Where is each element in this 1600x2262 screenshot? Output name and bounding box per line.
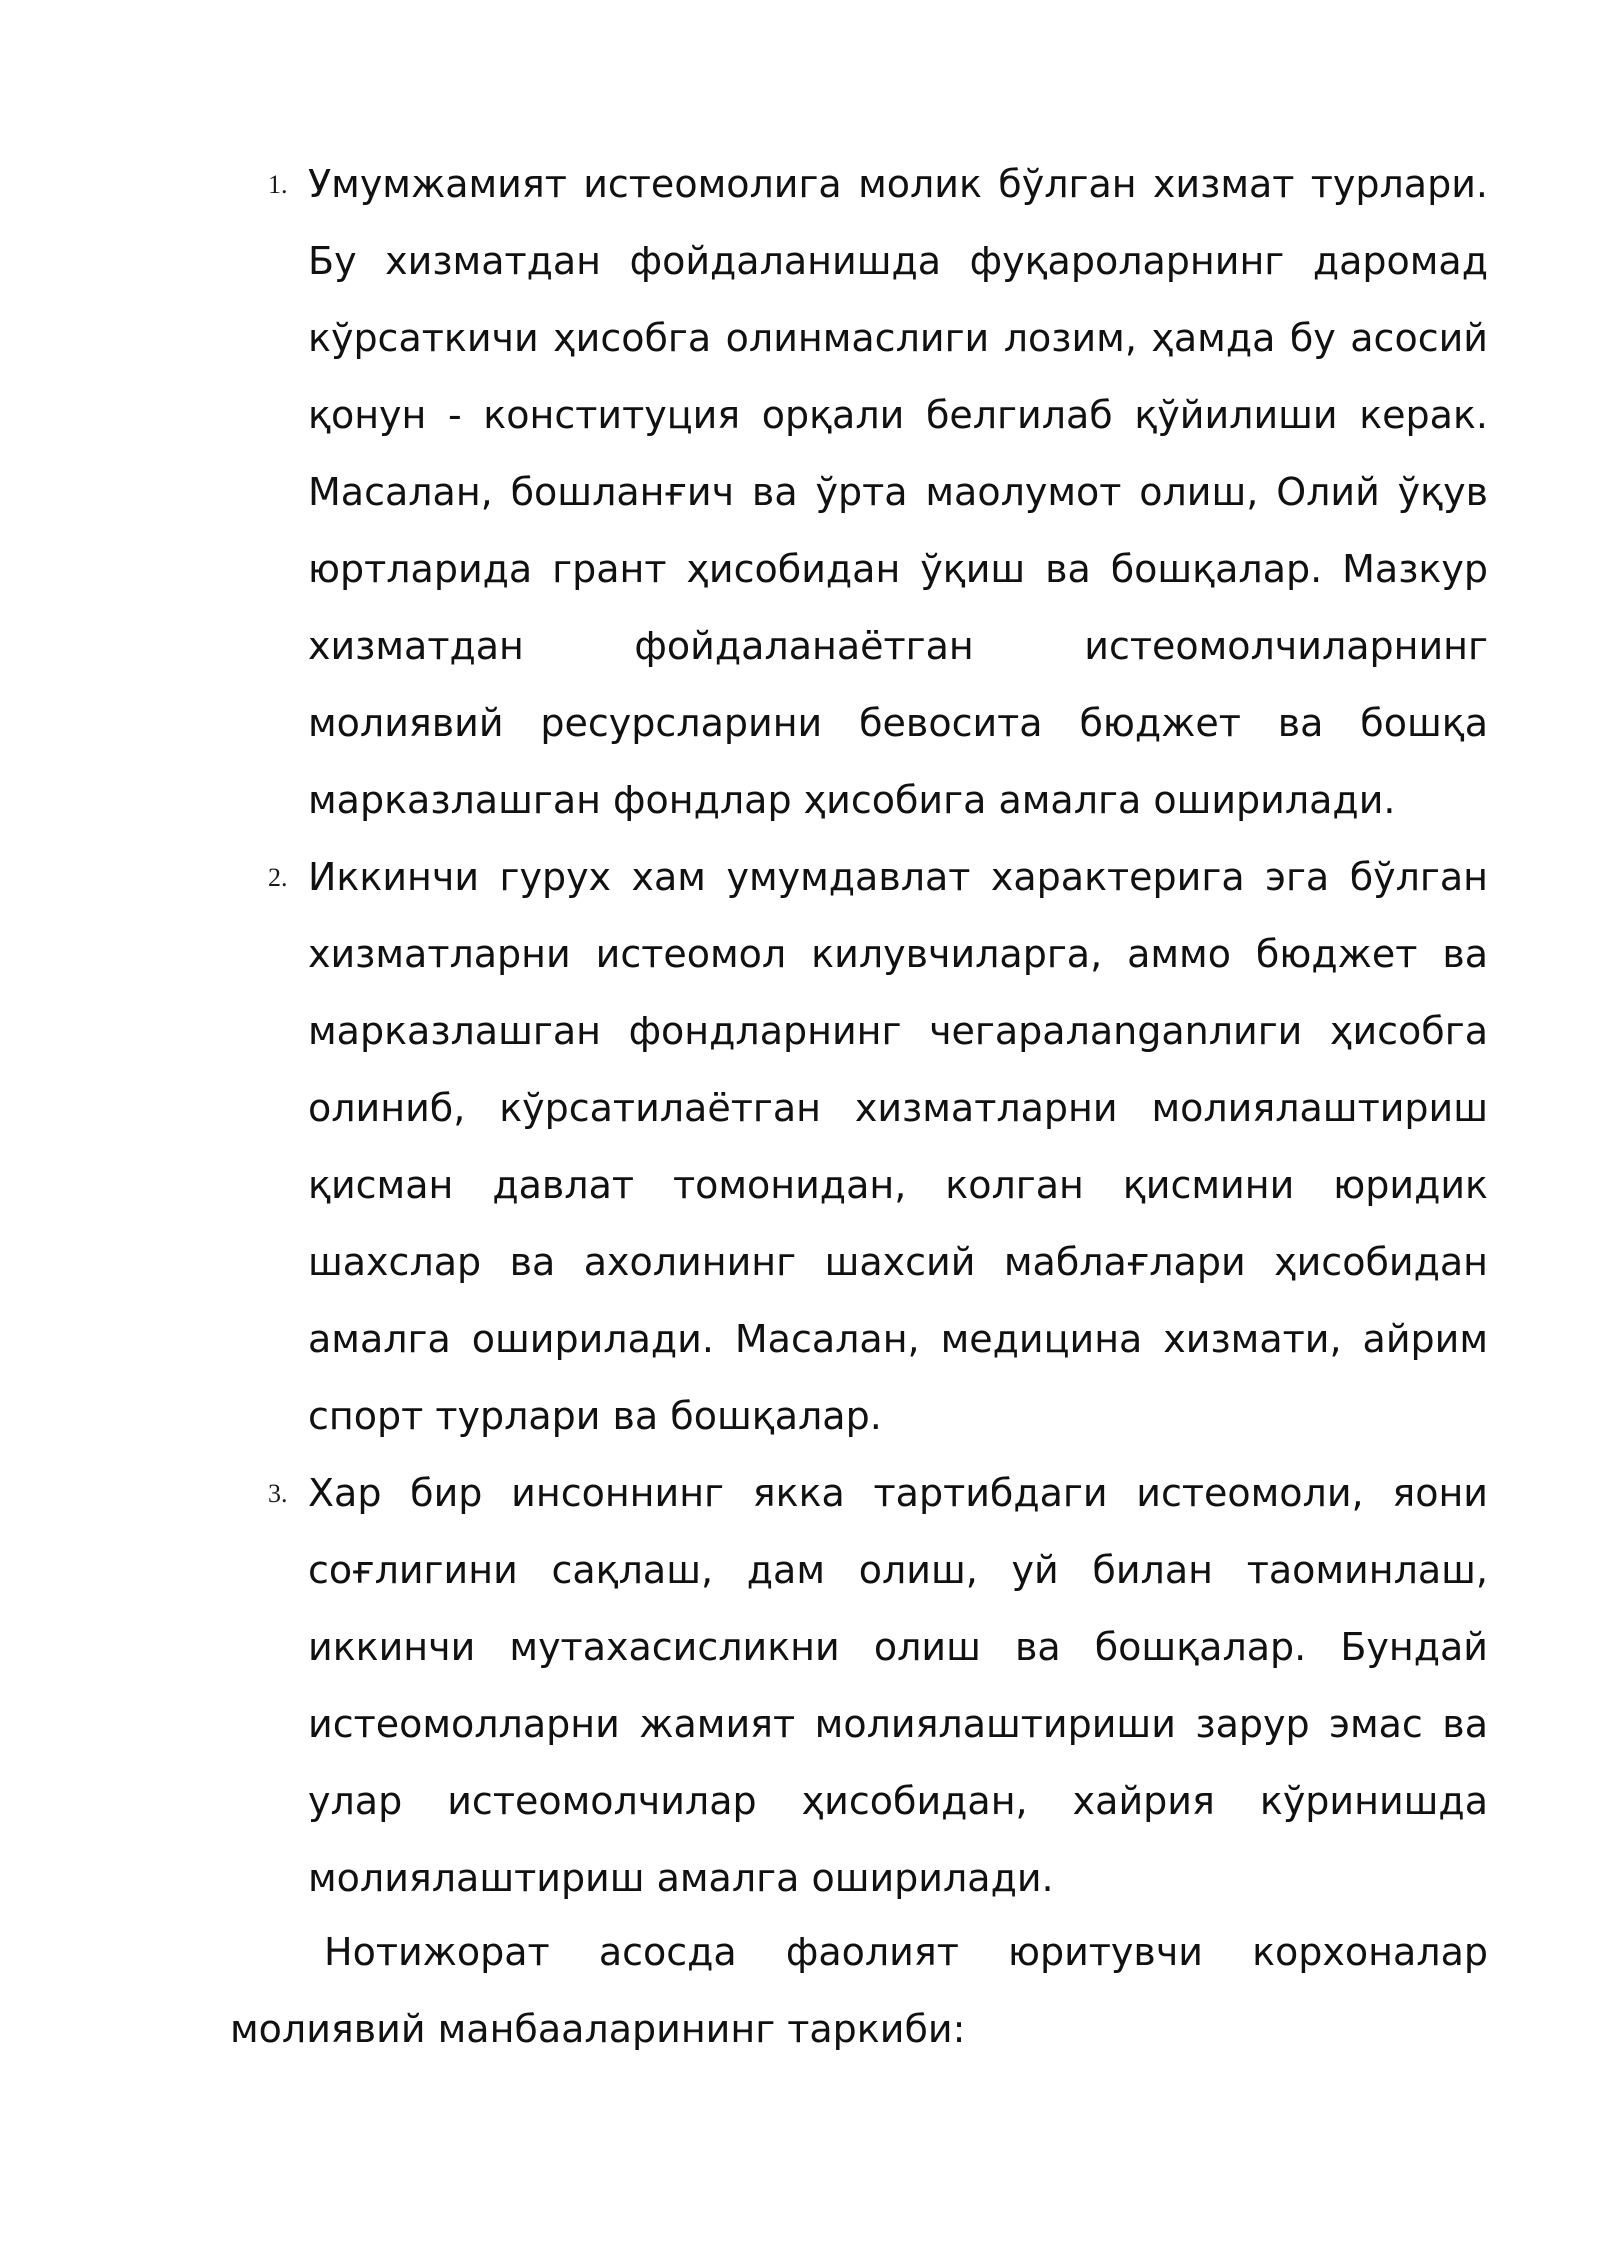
list-item-number: 1. xyxy=(268,170,288,199)
list-item-text: Хар бир инсоннинг якка тартибдаги истеомоли, яони соғлигини сақлаш, дам олиш, уй билан таоминлаш, иккинчи мутахасисликни олиш ва бошқалар. Бундай истеомолларни жамият молиялаштириши зарур эмас ва улар истеомолчилар ҳисобидан, хайрия кўринишда молиялаштириш амалга оширилади. xyxy=(308,1471,1488,1900)
list-item-number: 3. xyxy=(268,1479,288,1508)
list-item xyxy=(268,1455,1488,1917)
closing-paragraph: Нотижорат асосда фаолият юритувчи корхоналар молиявий манбааларининг таркиби: xyxy=(230,1930,1488,2051)
list-item-text: Умумжамият истеомолига молик бўлган хизмат турлари. Бу хизматдан фойдаланишда фуқароларнинг даромад кўрсаткичи ҳисобга олинмаслиги лозим, ҳамда бу асосий қонун - конституция орқали белгилаб қўйилиши керак. Масалан, бошланғич ва ўрта маолумот олиш, Олий ўқув юртларида грант ҳисобидан ўқиш ва бошқалар. Мазкур хизматдан фойдаланаётган истеомолчиларнинг молиявий ресурсларини бевосита бюджет ва бошқа марказлашган фондлар ҳисобига амалга оширилади. xyxy=(308,162,1488,822)
list-item-number: 2. xyxy=(268,863,288,892)
numbered-list xyxy=(268,146,1488,1917)
list-item xyxy=(268,146,1488,839)
list-item-text: Иккинчи гурух хам умумдавлат характерига эга бўлган хизматларни истеомол килувчиларга, аммо бюджет ва марказлашган фондларнинг чегаралanganлиги ҳисобга олиниб, кўрсатилаётган хизматларни молиялаштириш қисман давлат томонидан, колган қисмини юридик шахслар ва ахолининг шахсий маблағлари ҳисобидан амалга оширилади. Масалан, медицина хизмати, айрим спорт турлари ва бошқалар. xyxy=(308,855,1488,1438)
list-item xyxy=(268,839,1488,1455)
